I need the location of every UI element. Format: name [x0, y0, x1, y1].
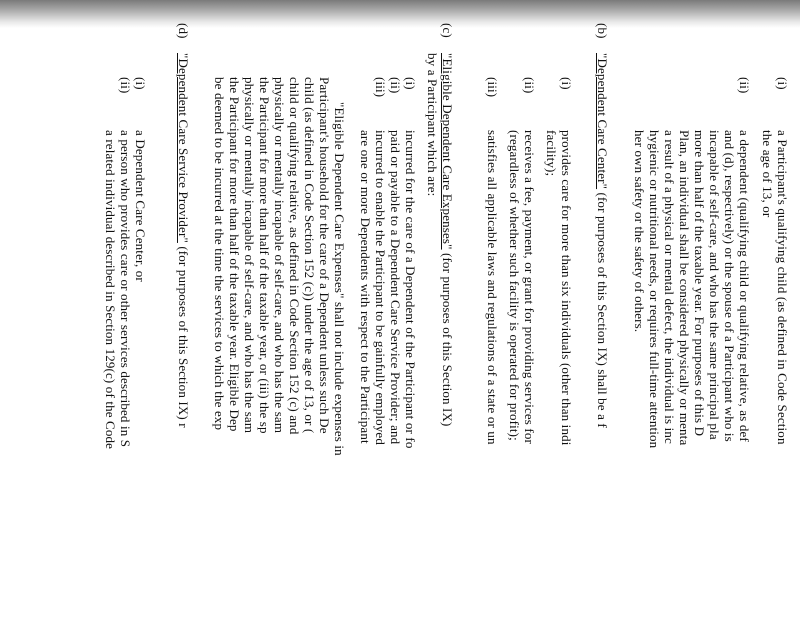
section-c-heading — [441, 53, 454, 427]
item-marker: (i) — [559, 77, 574, 90]
section-marker: (c) — [440, 23, 455, 38]
section-marker: (b) — [595, 23, 610, 39]
text-line: paid or payable to a Dependent Care Service Provider; and — [388, 130, 403, 445]
section-marker: (d) — [176, 23, 191, 39]
paragraph-line: the Participant for more than half of the taxable year. Eligible Dep — [227, 77, 242, 432]
paragraph-line: physically or mentally incapable of self-care, and who has the sam — [242, 77, 257, 434]
text-line: are one or more Dependents with respect to the Participant — [358, 130, 373, 444]
item-marker: (ii) — [522, 77, 537, 94]
text-line: more than half of the taxable year. For purposes of this D — [692, 130, 707, 437]
text-line: incurred to enable the Participant to be gainfully employed — [373, 130, 388, 445]
heading-text: (for purposes of this Section IX) — [440, 249, 455, 427]
section-b-heading — [596, 53, 609, 428]
item-marker: (i) — [403, 77, 418, 90]
defined-term: "Dependent Care Service Provider" — [176, 53, 191, 243]
text-line: a person who provides care or other services described in S — [118, 130, 133, 448]
paragraph-line: the Participant for more than half of the taxable year, or (iii) the sp — [257, 77, 272, 434]
text-line: (regardless of whether such facility is operated for profit); — [507, 130, 522, 441]
paragraph-line: physically or mentally incapable of self-care, and who has the sam — [272, 77, 287, 434]
text-line: a result of a physical or mental defect, the individual is inc — [662, 130, 677, 444]
paragraph-line: child (as defined in Code Section 152 (c)) under the age of 13, or ( — [302, 77, 317, 434]
text-line: a Dependent Care Center, or — [133, 130, 148, 282]
text-line: her own safety or the safety of others. — [632, 130, 647, 333]
text-line: hygienic or nutritional needs, or requires full-time attention — [647, 130, 662, 449]
text-line: Plan, an individual shall be considered physically or menta — [677, 130, 692, 446]
item-marker: (i) — [133, 77, 148, 90]
text-line: satisfies all applicable laws and regulations of a state or un — [485, 130, 500, 445]
text-line: provides care for more than six individuals (other than indi — [559, 130, 574, 446]
item-marker: (ii) — [737, 77, 752, 94]
text-line: a Participant's qualifying child (as defined in Code Section — [775, 130, 790, 445]
defined-term: "Dependent Care Center" — [595, 53, 610, 190]
text-line: a related individual described in Section 129(c) of the Code — [103, 130, 118, 450]
paragraph-line: "Eligible Dependent Care Expenses" shall not include expenses in — [332, 102, 347, 456]
defined-term: "Eligible Dependent Care Expenses" — [440, 53, 455, 250]
heading-text: (for purposes of this Section IX) shall be a f — [595, 189, 610, 428]
text-line: incapable of self-care, and who has the same principal pla — [707, 130, 722, 440]
text-line: and (d), respectively) or the spouse of a Participant who is — [722, 130, 737, 442]
text-line: by a Participant which are: — [425, 53, 440, 197]
item-marker: (iii) — [373, 77, 388, 98]
item-marker: (i) — [775, 77, 790, 90]
paragraph-line: child or qualifying relative, as defined in Code Section 152 (c) and — [287, 77, 302, 435]
paragraph-line: be deemed to be incurred at the time the services to which the exp — [212, 77, 227, 431]
item-marker: (ii) — [388, 77, 403, 94]
text-line: incurred for the care of a Dependent of the Participant or fo — [403, 130, 418, 449]
text-line: receives a fee, payment, or grant for providing services for — [522, 130, 537, 445]
section-d-heading — [177, 53, 190, 428]
heading-text: (for purposes of this Section IX) r — [176, 242, 191, 428]
text-line: the age of 13, or — [760, 130, 775, 218]
item-marker: (iii) — [485, 77, 500, 98]
paragraph-line: Participant's household for the care of a Dependent unless such De — [317, 77, 332, 434]
item-marker: (ii) — [118, 77, 133, 94]
text-line: a dependent (qualifying child or qualifying relative, as def — [737, 130, 752, 442]
text-line: facility); — [544, 130, 559, 177]
